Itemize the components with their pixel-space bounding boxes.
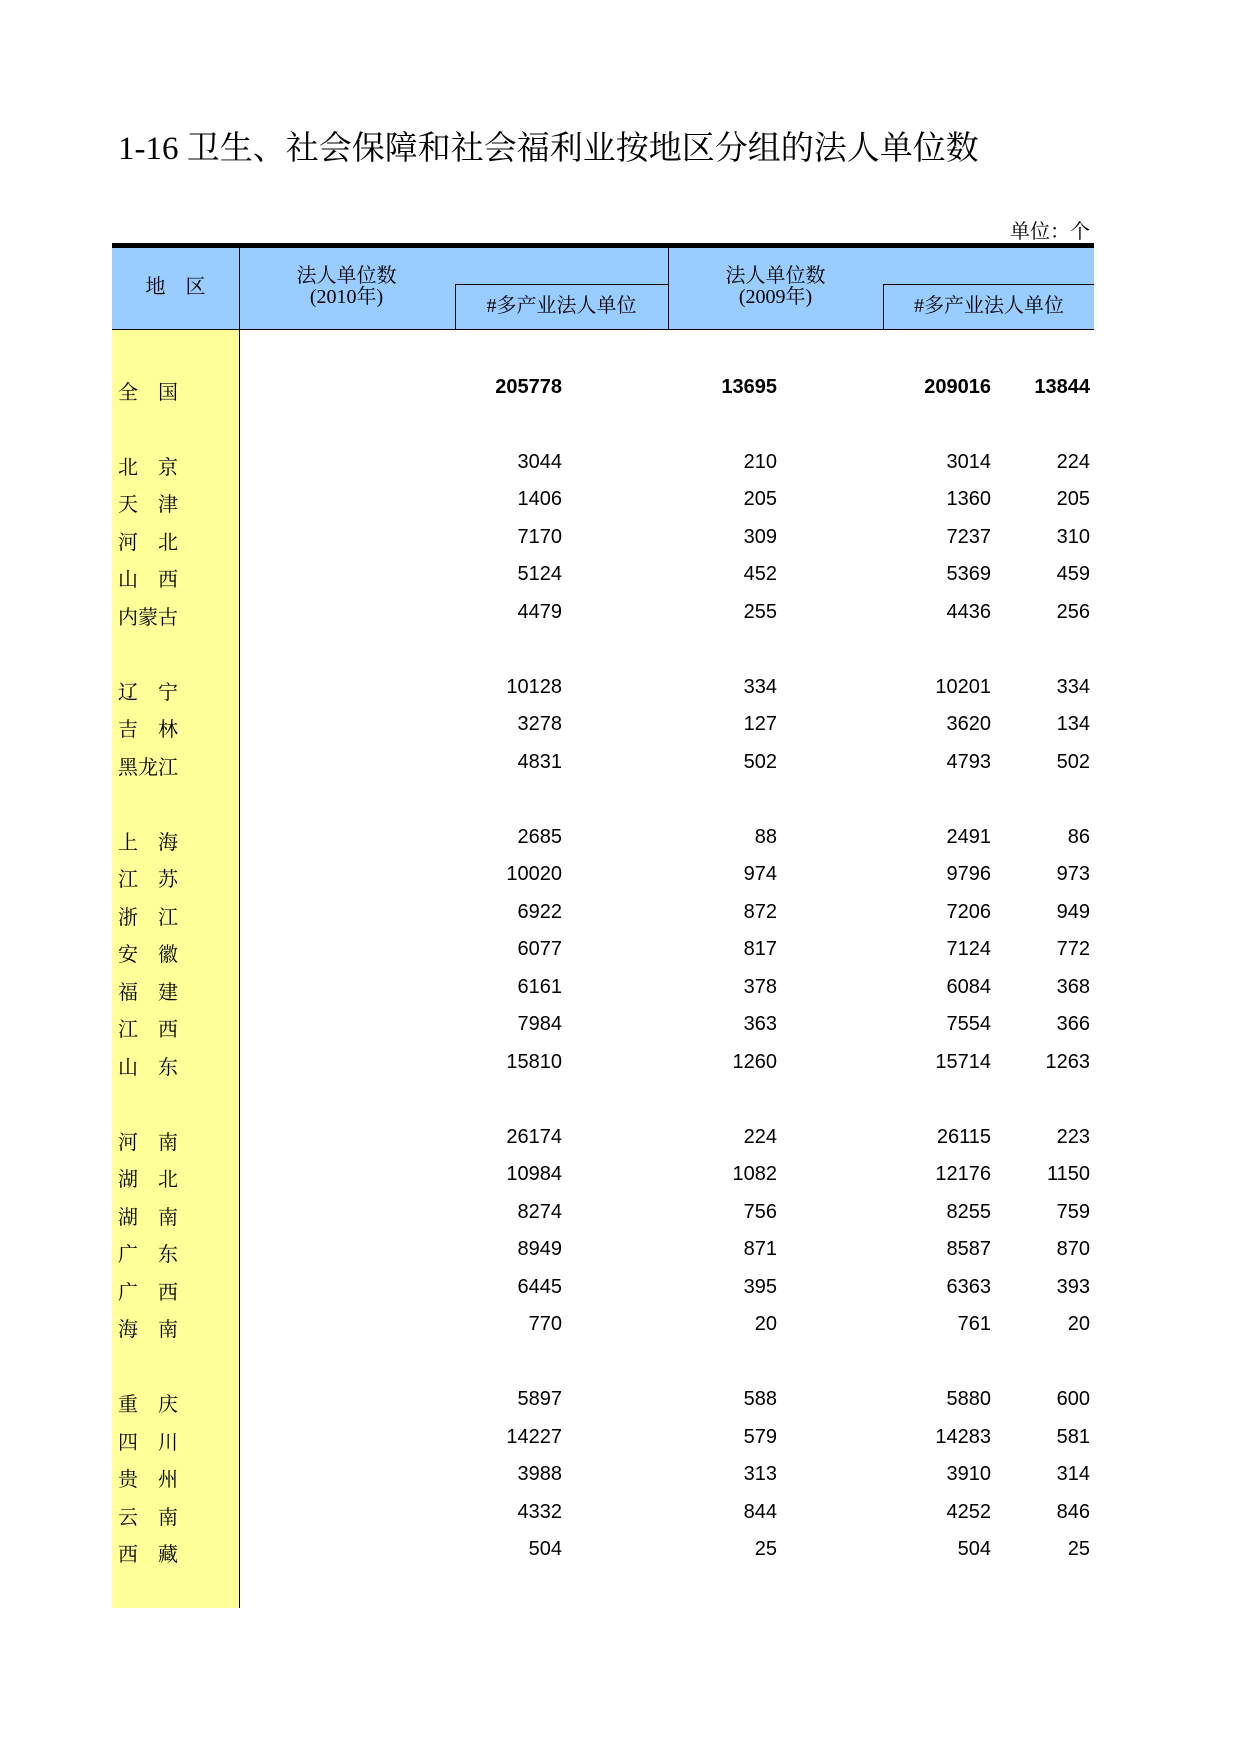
value-2010-multi: 817 (743, 938, 777, 960)
value-2009-total: 10201 (935, 676, 991, 698)
table-row (112, 976, 1094, 1006)
value-2010-multi: 210 (743, 451, 777, 473)
value-2009-total: 7124 (946, 938, 991, 960)
value-2009-multi: 310 (1056, 526, 1090, 548)
value-2010-multi: 579 (743, 1426, 777, 1448)
table-row (112, 601, 1094, 631)
value-2009-total: 1360 (946, 488, 991, 510)
value-2010-multi: 756 (743, 1201, 777, 1223)
value-2009-multi: 870 (1056, 1238, 1090, 1260)
table-row (112, 1201, 1094, 1231)
table-row (112, 938, 1094, 968)
table-row (112, 1463, 1094, 1493)
value-2009-multi: 314 (1056, 1463, 1090, 1485)
value-2009-total: 761 (957, 1313, 991, 1335)
region-name: 上 海 (118, 832, 178, 854)
region-name: 安 徽 (118, 944, 178, 966)
value-2010-total: 7984 (517, 1013, 562, 1035)
value-2009-multi: 581 (1056, 1426, 1090, 1448)
header-divider (883, 284, 884, 330)
region-name: 北 京 (118, 457, 178, 479)
value-2010-total: 14227 (506, 1426, 562, 1448)
value-2010-multi: 871 (743, 1238, 777, 1260)
value-2010-total: 10128 (506, 676, 562, 698)
header-divider (883, 284, 1094, 285)
value-2009-multi: 973 (1056, 863, 1090, 885)
value-2009-total: 4793 (946, 751, 991, 773)
unit-label: 单位：个 (1010, 221, 1090, 243)
value-2009-multi: 846 (1056, 1501, 1090, 1523)
value-2009-multi: 393 (1056, 1276, 1090, 1298)
header-divider (668, 248, 669, 330)
region-name: 江 西 (118, 1019, 178, 1041)
table-row (112, 676, 1094, 706)
value-2010-total: 504 (528, 1538, 562, 1560)
region-name: 山 东 (118, 1057, 178, 1079)
region-name: 福 建 (118, 982, 178, 1004)
value-2009-multi: 502 (1056, 751, 1090, 773)
value-2010-multi: 872 (743, 901, 777, 923)
value-2010-total: 8274 (517, 1201, 562, 1223)
region-name: 天 津 (118, 494, 178, 516)
value-2010-total: 3278 (517, 713, 562, 735)
value-2009-total: 209016 (924, 376, 991, 398)
value-2009-total: 4252 (946, 1501, 991, 1523)
value-2009-total: 5369 (946, 563, 991, 585)
value-2009-multi: 772 (1056, 938, 1090, 960)
table-row (112, 826, 1094, 856)
region-name: 吉 林 (118, 719, 178, 741)
value-2009-total: 3620 (946, 713, 991, 735)
value-2009-multi: 949 (1056, 901, 1090, 923)
region-name: 江 苏 (118, 869, 178, 891)
region-name: 广 东 (118, 1244, 178, 1266)
value-2010-total: 205778 (495, 376, 562, 398)
value-2010-total: 2685 (517, 826, 562, 848)
value-2009-total: 9796 (946, 863, 991, 885)
value-2009-total: 7206 (946, 901, 991, 923)
value-2009-multi: 25 (1067, 1538, 1090, 1560)
value-2010-multi: 20 (754, 1313, 777, 1335)
table-row (112, 488, 1094, 518)
value-2010-multi: 588 (743, 1388, 777, 1410)
table-row (112, 563, 1094, 593)
value-2010-multi: 224 (743, 1126, 777, 1148)
value-2009-total: 8587 (946, 1238, 991, 1260)
region-name: 河 南 (118, 1132, 178, 1154)
table-row (112, 863, 1094, 893)
value-2010-multi: 255 (743, 601, 777, 623)
header-divider (239, 248, 240, 330)
value-2009-total: 7554 (946, 1013, 991, 1035)
value-2010-multi: 378 (743, 976, 777, 998)
value-2010-multi: 1082 (732, 1163, 777, 1185)
value-2009-total: 504 (957, 1538, 991, 1560)
table-row (112, 1126, 1094, 1156)
table-row (112, 1388, 1094, 1418)
region-name: 湖 北 (118, 1169, 178, 1191)
region-name: 河 北 (118, 532, 178, 554)
header-region: 地 区 (145, 276, 206, 298)
header-2010-year: (2010年) (309, 286, 384, 308)
region-name: 海 南 (118, 1319, 178, 1341)
value-2010-multi: 127 (743, 713, 777, 735)
table-row (112, 1163, 1094, 1193)
value-2009-multi: 600 (1056, 1388, 1090, 1410)
value-2010-total: 4479 (517, 601, 562, 623)
region-name: 内蒙古 (118, 607, 178, 629)
value-2009-multi: 86 (1067, 826, 1090, 848)
value-2009-total: 26115 (936, 1126, 991, 1148)
value-2010-total: 26174 (506, 1126, 562, 1148)
value-2009-multi: 366 (1056, 1013, 1090, 1035)
region-name: 贵 州 (118, 1469, 178, 1491)
value-2009-multi: 13844 (1034, 376, 1090, 398)
region-name: 四 川 (118, 1432, 178, 1454)
header-divider (455, 284, 456, 330)
header-2009-year: (2009年) (738, 286, 813, 308)
region-name: 全 国 (118, 382, 178, 404)
table-row (112, 451, 1094, 481)
value-2010-multi: 13695 (721, 376, 777, 398)
table-row (112, 1313, 1094, 1343)
value-2010-total: 4831 (517, 751, 562, 773)
region-name: 广 西 (118, 1282, 178, 1304)
value-2010-total: 8949 (517, 1238, 562, 1260)
value-2009-multi: 368 (1056, 976, 1090, 998)
table-header (112, 248, 1094, 329)
region-name: 山 西 (118, 569, 178, 591)
value-2010-total: 6077 (517, 938, 562, 960)
page-title: 1-16 卫生、社会保障和社会福利业按地区分组的法人单位数 (118, 131, 979, 167)
value-2009-multi: 334 (1056, 676, 1090, 698)
table-row (112, 1238, 1094, 1268)
value-2010-total: 5897 (517, 1388, 562, 1410)
header-divider (455, 284, 668, 285)
region-name: 西 藏 (118, 1544, 178, 1566)
value-2010-total: 10020 (506, 863, 562, 885)
value-2009-multi: 459 (1056, 563, 1090, 585)
value-2010-multi: 974 (743, 863, 777, 885)
value-2010-total: 7170 (517, 526, 562, 548)
table-row (112, 1426, 1094, 1456)
value-2010-multi: 205 (743, 488, 777, 510)
value-2010-multi: 334 (743, 676, 777, 698)
value-2010-total: 6922 (517, 901, 562, 923)
value-2009-total: 14283 (935, 1426, 991, 1448)
value-2009-total: 3910 (946, 1463, 991, 1485)
table-row (112, 376, 1094, 406)
value-2010-total: 5124 (517, 563, 562, 585)
value-2010-multi: 1260 (732, 1051, 777, 1073)
value-2009-multi: 759 (1056, 1201, 1090, 1223)
value-2010-total: 6161 (517, 976, 562, 998)
value-2010-multi: 502 (743, 751, 777, 773)
value-2010-total: 770 (528, 1313, 562, 1335)
value-2009-total: 2491 (946, 826, 991, 848)
table-row (112, 526, 1094, 556)
value-2010-multi: 25 (754, 1538, 777, 1560)
header-bottom-rule (112, 329, 1094, 330)
value-2009-total: 3014 (946, 451, 991, 473)
value-2010-multi: 363 (743, 1013, 777, 1035)
region-name: 浙 江 (118, 907, 178, 929)
region-name: 重 庆 (118, 1394, 178, 1416)
value-2009-total: 7237 (946, 526, 991, 548)
region-name: 辽 宁 (118, 682, 178, 704)
header-2009-sub: #多产业法人单位 (914, 295, 1064, 317)
table-row (112, 1051, 1094, 1081)
region-name: 云 南 (118, 1507, 178, 1529)
value-2009-total: 5880 (946, 1388, 991, 1410)
table-row (112, 1501, 1094, 1531)
table-row (112, 713, 1094, 743)
header-2009-title: 法人单位数 (725, 265, 826, 287)
table-row (112, 1013, 1094, 1043)
table-row (112, 901, 1094, 931)
value-2009-total: 4436 (946, 601, 991, 623)
value-2010-total: 15810 (506, 1051, 562, 1073)
table-row (112, 1538, 1094, 1568)
value-2009-multi: 223 (1056, 1126, 1090, 1148)
table-row (112, 751, 1094, 781)
value-2009-total: 8255 (946, 1201, 991, 1223)
value-2009-multi: 205 (1056, 488, 1090, 510)
value-2010-total: 6445 (517, 1276, 562, 1298)
value-2010-total: 3988 (517, 1463, 562, 1485)
value-2009-multi: 224 (1056, 451, 1090, 473)
value-2009-multi: 20 (1067, 1313, 1090, 1335)
value-2009-total: 6363 (946, 1276, 991, 1298)
value-2010-multi: 309 (743, 526, 777, 548)
value-2009-total: 6084 (946, 976, 991, 998)
value-2009-multi: 256 (1056, 601, 1090, 623)
value-2009-total: 15714 (935, 1051, 991, 1073)
value-2010-total: 10984 (506, 1163, 562, 1185)
value-2009-total: 12176 (935, 1163, 991, 1185)
table-row (112, 1276, 1094, 1306)
value-2010-total: 3044 (517, 451, 562, 473)
header-2010-sub: #多产业法人单位 (486, 295, 637, 317)
value-2010-multi: 313 (743, 1463, 777, 1485)
region-name: 黑龙江 (118, 757, 178, 779)
value-2010-multi: 452 (743, 563, 777, 585)
value-2010-total: 1406 (517, 488, 562, 510)
value-2009-multi: 1263 (1045, 1051, 1090, 1073)
value-2010-multi: 88 (754, 826, 777, 848)
value-2009-multi: 134 (1056, 713, 1090, 735)
value-2010-multi: 395 (743, 1276, 777, 1298)
value-2010-multi: 844 (743, 1501, 777, 1523)
region-name: 湖 南 (118, 1207, 178, 1229)
header-2010-title: 法人单位数 (296, 265, 397, 287)
value-2010-total: 4332 (517, 1501, 562, 1523)
value-2009-multi: 1150 (1046, 1163, 1090, 1185)
